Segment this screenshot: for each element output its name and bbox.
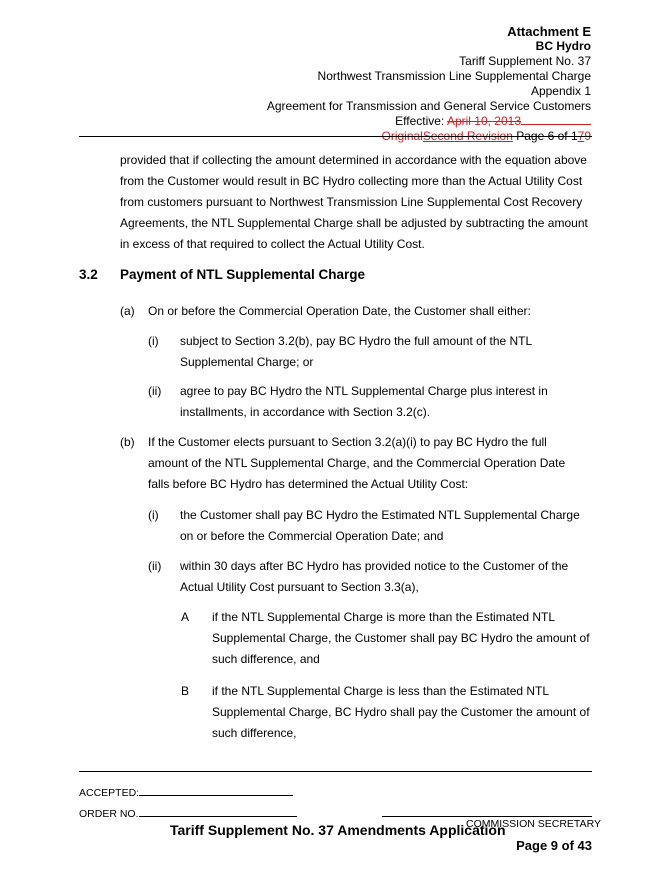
supplement-label: Tariff Supplement No. 37: [459, 54, 591, 68]
clause-b-ii-label: (ii): [148, 559, 162, 573]
order-no-label: ORDER NO.: [79, 808, 139, 820]
footer-page-number: Page 9 of 43: [516, 838, 592, 853]
accepted-field: [79, 786, 293, 799]
order-no-field: [79, 807, 297, 820]
effective-date-deleted: April 10, 2013: [446, 114, 521, 128]
effective-blank: [521, 114, 591, 125]
clause-b-ii-text: within 30 days after BC Hydro has provided notice to the Customer of the Actual Utility Cost pursuant to Section 3.3(a),: [180, 559, 569, 594]
intro-paragraph: provided that if collecting the amount determined in accordance with the equation above from the Customer would result in BC Hydro collecting more than the Actual Utility Cost from customers pursuant to Northwest Transmission Line Supplemental Cost Recovery Agreements, the NTL Supplemental Charge shall be adjusted by subtracting the amount in excess of that required to collect the Actual Utility Cost.: [120, 153, 588, 251]
clause-b-label: (b): [120, 435, 135, 449]
accepted-blank: [139, 786, 293, 796]
section-title: Payment of NTL Supplemental Charge: [120, 267, 366, 282]
accepted-label: ACCEPTED:: [79, 787, 140, 799]
order-no-blank: [139, 807, 297, 817]
section-number: 3.2: [79, 267, 98, 282]
org-name: BC Hydro: [535, 39, 591, 53]
clause-b-ii-B-label: B: [181, 684, 190, 698]
charge-title: Northwest Transmission Line Supplemental Charge: [317, 69, 591, 83]
clause-b-ii-B-text: if the NTL Supplemental Charge is less than the Estimated NTL Supplemental Charge, BC Hydro shall pay the Customer the amount of such difference,: [212, 684, 590, 740]
page-of-label: Page 6 of 1: [512, 129, 578, 143]
clause-b-i-label: (i): [148, 508, 159, 522]
effective-label: Effective:: [395, 114, 447, 128]
appendix-label: Appendix 1: [530, 84, 591, 98]
signature-line: [382, 816, 592, 817]
page-deleted: 9: [584, 129, 591, 143]
commission-secretary-label: COMMISSION SECRETARY: [466, 818, 601, 830]
header-rule: [79, 136, 592, 137]
clause-b-ii-A-text: if the NTL Supplemental Charge is more than the Estimated NTL Supplemental Charge, the Customer shall pay BC Hydro the amount of such difference, and: [212, 610, 590, 666]
clause-a-label: (a): [120, 304, 135, 318]
clause-b-ii-A-label: A: [181, 610, 190, 624]
footer-title: Tariff Supplement No. 37 Amendments Application: [170, 822, 506, 838]
effective-line: [267, 114, 591, 129]
page-header: [267, 24, 591, 144]
clause-b-text: If the Customer elects pursuant to Section 3.2(a)(i) to pay BC Hydro the full amount of the NTL Supplemental Charge, and the Commercial Operation Date falls before BC Hydro has determined the Actual Utility Cost:: [148, 435, 566, 491]
clause-a-i-label: (i): [148, 334, 159, 348]
page-inserted: 7: [577, 129, 585, 143]
clause-a-ii-label: (ii): [148, 384, 162, 398]
revision-deleted: Original: [381, 129, 423, 143]
clause-a-i-text: subject to Section 3.2(b), pay BC Hydro the full amount of the NTL Supplemental Charge; or: [180, 334, 532, 369]
clause-a-text: On or before the Commercial Operation Date, the Customer shall either:: [148, 304, 531, 318]
clause-b-i-text: the Customer shall pay BC Hydro the Estimated NTL Supplemental Charge on or before the Commercial Operation Date; and: [180, 508, 580, 543]
clause-a-ii-text: agree to pay BC Hydro the NTL Supplemental Charge plus interest in installments, in accordance with Section 3.2(c).: [180, 384, 548, 419]
attachment-label: Attachment E: [507, 24, 591, 39]
footer-rule: [79, 771, 592, 772]
revision-inserted: Second Revision: [422, 129, 513, 143]
agreement-title: Agreement for Transmission and General Service Customers: [266, 99, 591, 113]
